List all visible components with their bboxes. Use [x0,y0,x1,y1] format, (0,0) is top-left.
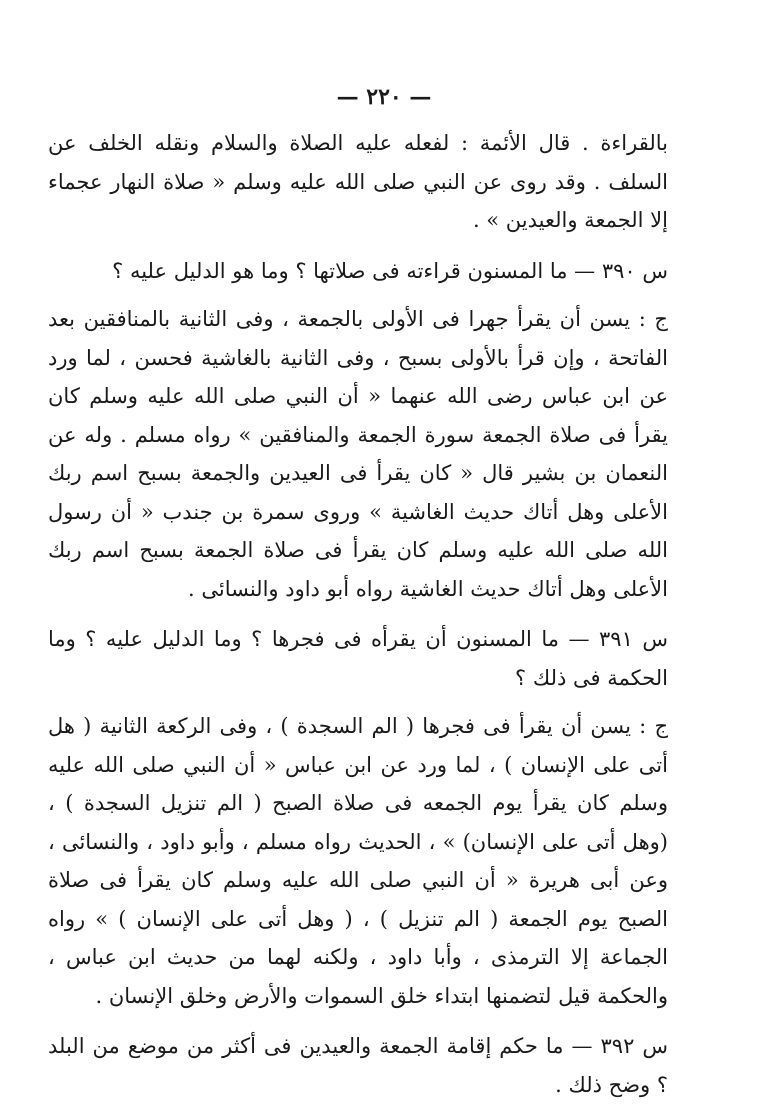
question-390: س ٣٩٠ — ما المسنون قراءته فى صلاتها ؟ وما هو الدليل عليه ؟ [112,258,668,283]
question-391: س ٣٩١ — ما المسنون أن يقرأه فى فجرها ؟ وما الدليل عليه ؟ وما الحكمة فى ذلك ؟ [48,627,669,690]
answer-391: ج : يسن أن يقرأ فى فجرها ( الم السجدة ) ، وفى الركعة الثانية ( هل أتى على الإنسان ) ، لما ورد عن ابن عباس « أن النبي صلى الله عليه وسلم كان يقرأ يوم الجمعه فى صلاة الصبح ( الم تنزيل السجدة ) ، (وهل أتى على الإنسان) » ، الحديث رواه مسلم ، وأبو داود ، والنسائى ، وعن أبى هريرة « أن النبي صلى الله عليه وسلم كان يقرأ فى صلاة الصبح يوم الجمعة ( الم تنزيل ) ، ( وهل أتى على الإنسان ) » رواه الجماعة إلا الترمذى ، وأبا داود ، ولكنه لهما من حديث ابن عباس ، والحكمة قيل لتضمنها ابتداء خلق السموات والأرض وخلق الإنسان . [48,714,668,1008]
page-number: — ٢٢٠ — [336,84,432,110]
question-392: س ٣٩٢ — ما حكم إقامة الجمعة والعيدين فى أكثر من موضع من البلد ؟ وضح ذلك . [48,1034,669,1097]
answer-390: ج : يسن أن يقرأ جهرا فى الأولى بالجمعة ، وفى الثانية بالمنافقين بعد الفاتحة ، وإن قرأ بالأولى بسبح ، وفى الثانية بالغاشية فحسن ، لما ورد عن ابن عباس رضى الله عنهما « أن النبي صلى الله عليه وسلم كان يقرأ فى صلاة الجمعة سورة الجمعة والمنافقين » رواه مسلم . وله عن النعمان بن بشير قال « كان يقرأ فى العيدين والجمعة بسبح اسم ربك الأعلى وهل أتاك حديث الغاشية » وروى سمرة بن جندب « أن رسول الله صلى الله عليه وسلم كان يقرأ فى صلاة الجمعة بسبح اسم ربك الأعلى وهل أتاك حديث الغاشية رواه أبو داود والنسائى . [48,307,668,601]
continuation-paragraph: بالقراءة . قال الأئمة : لفعله عليه الصلاة والسلام ونقله الخلف عن السلف . وقد روى عن النبي صلى الله عليه وسلم « صلاة النهار عجماء إلا الجمعة والعيدين » . [48,131,668,232]
page-body [48,124,668,1104]
